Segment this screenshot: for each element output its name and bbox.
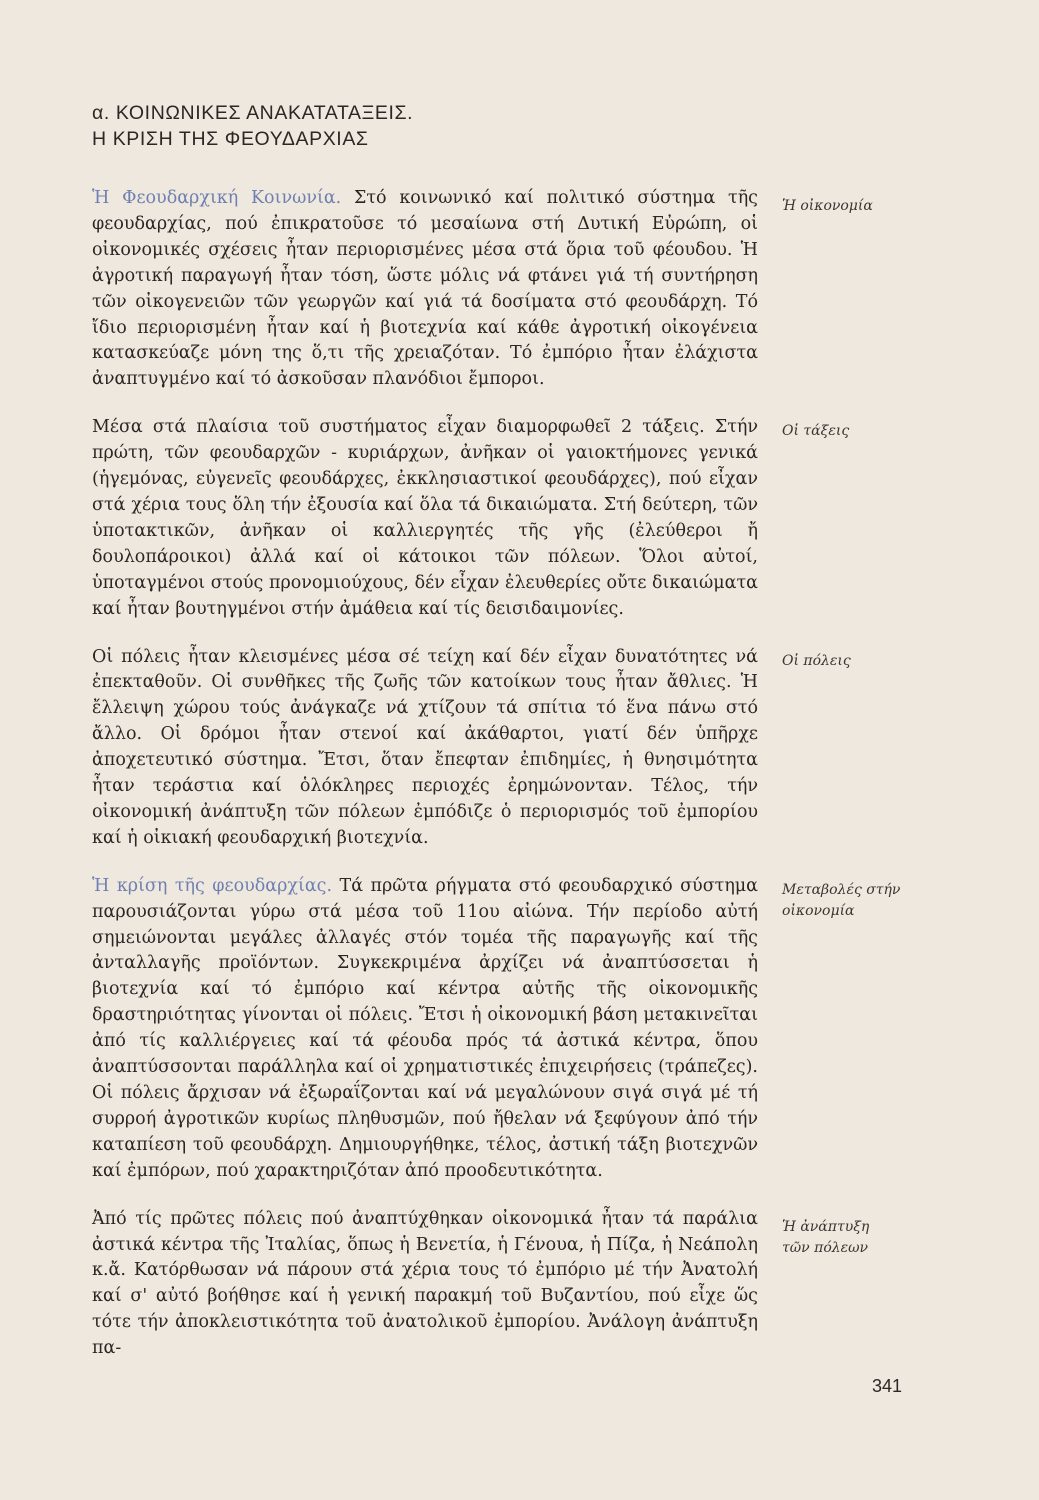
paragraph-lead-feudal-crisis: Ἡ κρίση τῆς φεουδαρχίας. [92, 875, 333, 896]
paragraph-text: Ἀπό τίς πρῶτες πόλεις πού ἀναπτύχθηκαν οἰκονομικά ἦταν τά παράλια ἀστικά κέντρα τῆς Ἰταλίας, ὅπως ἡ Βενετία, ἡ Γένουα, ἡ Πίζα, ἡ Νεάπολη κ.ἄ. Κατόρθωσαν νά πάρουν στά χέρια τους τό ἐμπόριο μέ τήν Ἀνατολή καί σ' αὐτό βοήθησε καί ἡ γενική παρακμή τοῦ Βυζαντίου, πού εἶχε ὥς τότε τήν ἀποκλειστικότητα τοῦ ἀνατολικοῦ ἐμπορίου. Ἀνάλογη ἀνάπτυξη πα- [92, 1208, 758, 1359]
heading-line-2: Η ΚΡΙΣΗ ΤΗΣ ΦΕΟΥΔΑΡΧΙΑΣ [92, 128, 369, 150]
paragraph-text: Οἱ πόλεις ἦταν κλεισμένες μέσα σέ τείχη καί δέν εἶχαν δυνατότητες νά ἐπεκταθοῦν. Οἱ συνθῆκες τῆς ζωῆς τῶν κατοίκων τους ἦταν ἄθλιες. Ἡ ἔλλειψη χώρου τούς ἀνάγκαζε νά χτίζουν τά σπίτια τό ἕνα πάνω στό ἄλλο. Οἱ δρόμοι ἦταν στενοί καί ἀκάθαρτοι, γιατί δέν ὑπῆρχε ἀποχετευτικό σύστημα. Ἔτσι, ὅταν ἔπεφταν ἐπιδημίες, ἡ θνησιμότητα ἦταν τεράστια καί ὁλόκληρες περιοχές ἐρημώνονταν. Τέλος, τήν οἰκονομική ἀνάπτυξη τῶν πόλεων ἐμπόδιζε ὁ περιορισμός τοῦ ἐμπορίου καί ἡ οἰκιακή φεουδαρχική βιοτεχνία. [92, 646, 758, 848]
margin-note-changes: Μεταβολές στήν οἰκονομία [782, 882, 901, 919]
paragraph-text: Τά πρῶτα ρήγματα στό φεουδαρχικό σύστημα παρουσιάζονται γύρω στά μέσα τοῦ 11ου αἰώνα. Τήν περίοδο αὐτή σημειώνονται μεγάλες ἀλλαγές στόν τομέα τῆς παραγωγῆς καί τῆς ἀνταλλαγῆς προϊόντων. Συγκεκριμένα ἀρχίζει νά ἀναπτύσσεται ἡ βιοτεχνία καί τό ἐμπόριο καί κέντρα αὐτῆς τῆς οἰκονομικῆς δραστηριότητας γίνονται οἱ πόλεις. Ἔτσι ἡ οἰκονομική βάση μετακινεῖται ἀπό τίς καλλιέργειες καί τά φέουδα πρός τά ἀστικά κέντρα, ὅπου ἀναπτύσσονται παράλληλα καί οἱ χρηματιστικές ἐπιχειρήσεις (τράπεζες). Οἱ πόλεις ἄρχισαν νά ἐξωραΐζονται καί νά μεγαλώνουν σιγά σιγά μέ τή συρροή ἀγροτικῶν κυρίως πληθυσμῶν, πού ἤθελαν νά ξεφύγουν ἀπό τήν καταπίεση τοῦ φεουδάρχη. Δημιουργήθηκε, τέλος, ἀστική τάξη βιοτεχνῶν καί ἐμπόρων, πού χαρακτηριζόταν ἀπό προοδευτικότητα. [92, 875, 758, 1181]
paragraph-lead-feudal-society: Ἡ Φεουδαρχική Κοινωνία. [92, 188, 342, 208]
paragraph-cities [92, 645, 758, 852]
margin-note-economy: Ἡ οἰκονομία [782, 198, 873, 214]
paragraph-feudal-crisis [92, 874, 758, 1185]
margin-note-cities: Οἱ πόλεις [782, 653, 851, 669]
paragraph-text: Στό κοινωνικό καί πολιτικό σύστημα τῆς φεουδαρχίας, πού ἐπικρατοῦσε τό μεσαίωνα στή Δυτική Εὐρώπη, οἱ οἰκονομικές σχέσεις ἦταν περιορισμένες μέσα στά ὅρια τοῦ φέουδου. Ἡ ἀγροτική παραγωγή ἦταν τόση, ὥστε μόλις νά φτάνει γιά τή συντήρηση τῶν οἰκογενειῶν τῶν γεωργῶν καί γιά τά δοσίματα στό φεουδάρχη. Τό ἴδιο περιορισμένη ἦταν καί ἡ βιοτεχνία καί κάθε ἀγροτική οἰκογένεια κατασκεύαζε μόνη της ὅ,τι τῆς χρειαζόταν. Τό ἐμπόριο ἦταν ἐλάχιστα ἀναπτυγμένο καί τό ἀσκοῦσαν πλανόδιοι ἔμποροι. [92, 188, 758, 390]
margin-note-classes: Οἱ τάξεις [782, 423, 850, 439]
heading-line-1: α. ΚΟΙΝΩΝΙΚΕΣ ΑΝΑΚΑΤΑΤΑΞΕΙΣ. [92, 102, 414, 124]
paragraph-feudal-society [92, 186, 758, 393]
section-heading [92, 100, 752, 152]
paragraph-italian-cities [92, 1207, 758, 1362]
margin-note-city-growth: Ἡ ἀνάπτυξη τῶν πόλεων [782, 1219, 870, 1256]
page-number: 341 [872, 1376, 903, 1396]
paragraph-classes [92, 415, 758, 622]
main-text-column [92, 186, 758, 1384]
paragraph-text: Μέσα στά πλαίσια τοῦ συστήματος εἶχαν διαμορφωθεῖ 2 τάξεις. Στήν πρώτη, τῶν φεουδαρχῶν - κυριάρχων, ἀνῆκαν οἱ γαιοκτήμονες γενικά (ἡγεμόνας, εὐγενεῖς φεουδάρχες, ἐκκλησιαστικοί φεουδάρχες), πού εἶχαν στά χέρια τους ὅλη τήν ἐξουσία καί ὅλα τά δικαιώματα. Στή δεύτερη, τῶν ὑποτακτικῶν, ἀνῆκαν οἱ καλλιεργητές τῆς γῆς (ἐλεύθεροι ἤ δουλοπάροικοι) ἀλλά καί οἱ κάτοικοι τῶν πόλεων. Ὅλοι αὐτοί, ὑποταγμένοι στούς προνομιούχους, δέν εἶχαν ἐλευθερίες οὔτε δικαιώματα καί ἦταν βουτηγμένοι στήν ἀμάθεια καί τίς δεισιδαιμονίες. [92, 417, 758, 619]
